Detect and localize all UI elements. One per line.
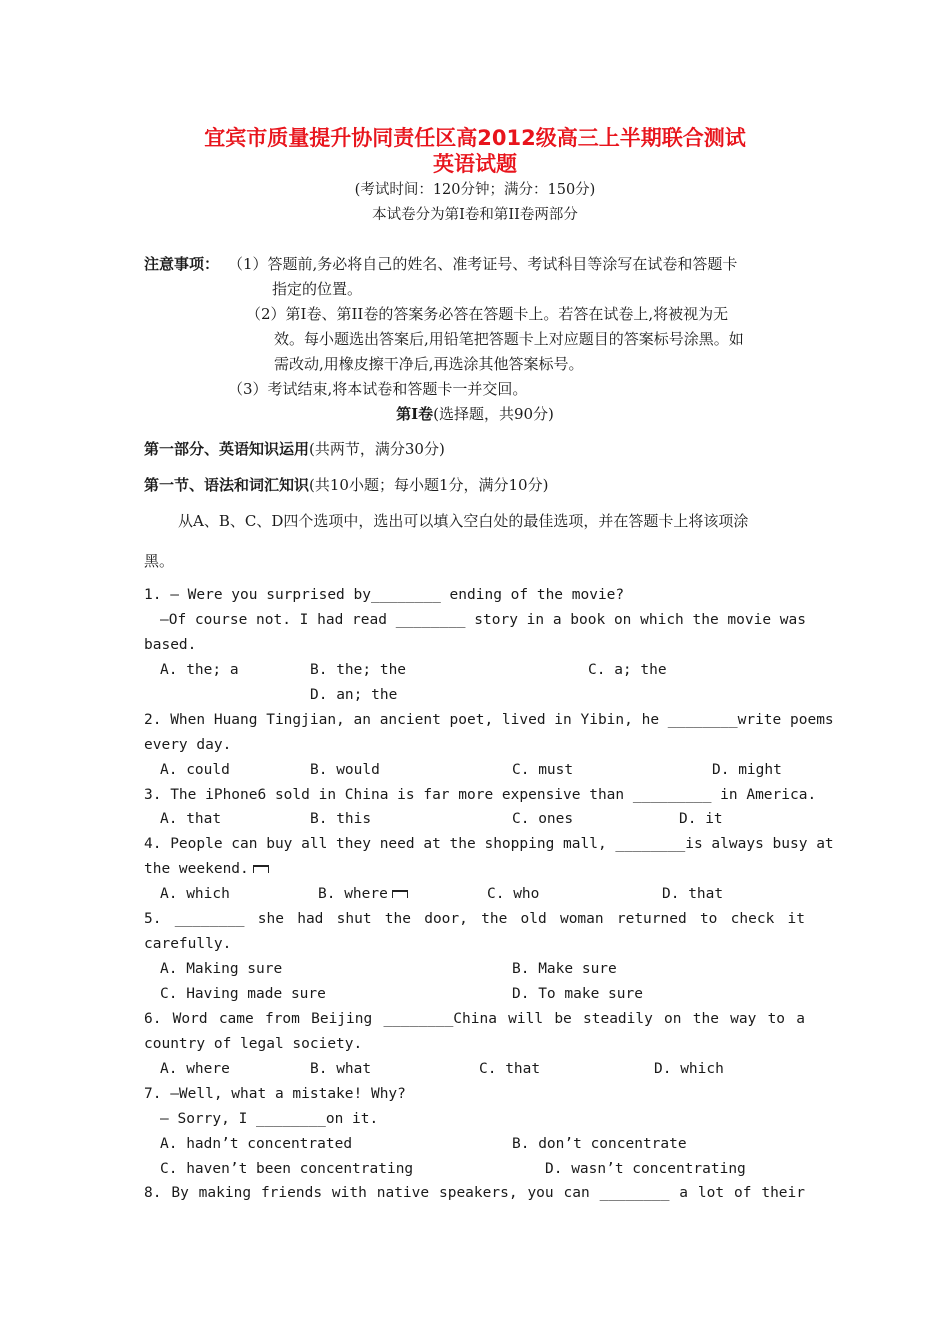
question-6-option-a[interactable]: A. where [160, 1061, 230, 1077]
question-4-option-d[interactable]: D. that [662, 886, 724, 902]
volume-heading [0, 403, 950, 424]
question-3-option-a[interactable]: A. that [160, 811, 222, 827]
question-5-option-b[interactable]: B. Make sure [512, 961, 617, 977]
exam-title: 宜宾市质量提升协同责任区高2012级高三上半期联合测试 [204, 126, 746, 150]
part-heading [144, 438, 445, 459]
question-4-line-2 [144, 861, 269, 877]
question-7-option-c[interactable]: C. haven’t been concentrating [160, 1161, 414, 1177]
edit-mark-icon [392, 890, 408, 898]
question-4-line-2-text: the weekend. [144, 861, 249, 877]
question-5-option-a[interactable]: A. Making sure [160, 961, 283, 977]
section-label: 第一节、语法和词汇知识 [144, 476, 310, 494]
question-3-option-d[interactable]: D. it [679, 811, 723, 827]
question-2-option-b[interactable]: B. would [310, 762, 380, 778]
question-8-line-1: 8. By making friends with native speakers, you can ________ a lot of their [144, 1185, 805, 1201]
question-5-option-d[interactable]: D. To make sure [512, 986, 643, 1002]
question-1-option-c[interactable]: C. a; the [588, 662, 667, 678]
notice-label: 注意事项： [144, 255, 220, 273]
question-6-line-1: 6. Word came from Beijing ________China will be steadily on the way to a [144, 1011, 805, 1027]
notice-item-2c: 需改动,用橡皮擦干净后,再选涂其他答案标号。 [274, 355, 584, 373]
instruction-line-1: 从A、B、C、D四个选项中，选出可以填入空白处的最佳选项，并在答题卡上将该项涂 [178, 512, 749, 530]
question-2-option-d[interactable]: D. might [712, 762, 782, 778]
question-1-line-2: —Of course not. I had read ________ story in a book on which the movie was [160, 612, 807, 628]
question-5-line-2: carefully. [144, 936, 232, 952]
exam-subtitle: 英语试题 [433, 152, 517, 176]
question-7-option-d[interactable]: D. wasn’t concentrating [545, 1161, 746, 1177]
paper-parts: 本试卷分为第I卷和第II卷两部分 [372, 207, 578, 223]
question-4-line-1: 4. People can buy all they need at the shopping mall, ________is always busy at [144, 836, 834, 852]
section-heading [144, 474, 548, 495]
notice-item-2a: （2）第I卷、第II卷的答案务必答在答题卡上。若答在试卷上,将被视为无 [246, 305, 729, 323]
question-6-line-2: country of legal society. [144, 1036, 363, 1052]
notice-item-1a: （1）答题前,务必将自己的姓名、准考证号、考试科目等涂写在试卷和答题卡 [228, 255, 738, 273]
question-1-line-3: based. [144, 637, 197, 653]
question-4-option-c[interactable]: C. who [487, 886, 540, 902]
question-7-line-1: 7. —Well, what a mistake! Why? [144, 1086, 406, 1102]
question-1-line-1: 1. — Were you surprised by________ ending of the movie? [144, 587, 625, 603]
question-3-line-1: 3. The iPhone6 sold in China is far more expensive than _________ in America. [144, 787, 817, 803]
question-7-line-2: — Sorry, I ________on it. [160, 1111, 379, 1127]
question-5-option-c[interactable]: C. Having made sure [160, 986, 326, 1002]
question-4-option-b[interactable] [318, 886, 408, 902]
notice-item-3: （3）考试结束,将本试卷和答题卡一并交回。 [228, 380, 528, 398]
question-7-option-b[interactable]: B. don’t concentrate [512, 1136, 687, 1152]
question-2-option-a[interactable]: A. could [160, 762, 230, 778]
question-6-option-d[interactable]: D. which [654, 1061, 724, 1077]
question-3-option-c[interactable]: C. ones [512, 811, 574, 827]
question-6-option-c[interactable]: C. that [479, 1061, 541, 1077]
question-2-option-c[interactable]: C. must [512, 762, 574, 778]
exam-info: (考试时间：120分钟；满分：150分) [354, 182, 596, 198]
question-3-option-b[interactable]: B. this [310, 811, 372, 827]
question-1-option-b[interactable]: B. the; the [310, 662, 407, 678]
question-1-option-a[interactable]: A. the; a [160, 662, 239, 678]
question-6-option-b[interactable]: B. what [310, 1061, 372, 1077]
question-2-line-1: 2. When Huang Tingjian, an ancient poet, lived in Yibin, he ________write poems [144, 712, 834, 728]
notice-item-1b: 指定的位置。 [272, 280, 363, 298]
question-4-option-b-text: B. where [318, 886, 388, 902]
part-detail: (共两节，满分30分) [309, 440, 445, 458]
instruction-line-2: 黑。 [144, 552, 175, 570]
notice-item-2b: 效。每小题选出答案后,用铅笔把答题卡上对应题目的答案标号涂黑。如 [274, 330, 744, 348]
edit-mark-icon [253, 865, 269, 873]
question-5-line-1: 5. ________ she had shut the door, the old woman returned to check it [144, 911, 805, 927]
volume-detail: (选择题，共90分) [433, 405, 554, 423]
question-2-line-2: every day. [144, 737, 232, 753]
question-4-option-a[interactable]: A. which [160, 886, 230, 902]
question-1-option-d[interactable]: D. an; the [310, 687, 398, 703]
volume-label: 第I卷 [396, 405, 434, 423]
question-7-option-a[interactable]: A. hadn’t concentrated [160, 1136, 353, 1152]
part-label: 第一部分、英语知识运用 [144, 440, 310, 458]
section-detail: (共10小题；每小题1分，满分10分) [309, 476, 549, 494]
